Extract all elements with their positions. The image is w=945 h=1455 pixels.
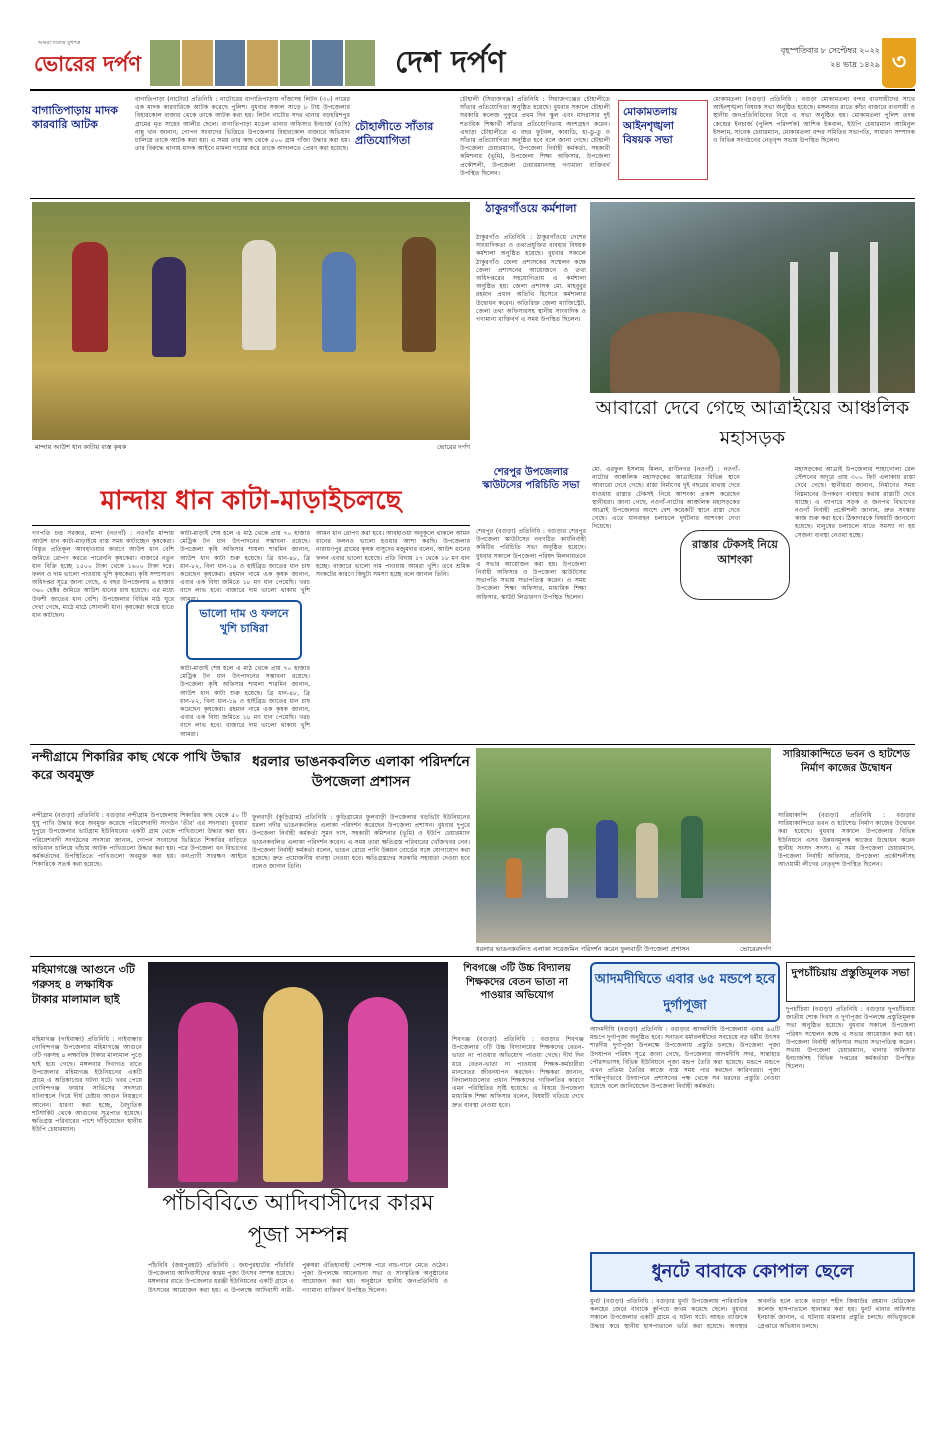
- erosion-headline: ধরলার ভাঙনকবলিত এলাকা পরিদর্শনে উপজেলা প্রশাসন: [252, 754, 470, 790]
- road-inset: রাস্তার টেকসই নিয়ে আশংকা: [680, 530, 790, 600]
- thakurgaon-headline: ঠাকুরগাঁওয়ে কর্মশালা: [485, 202, 577, 215]
- mohimaganj-body: মহিমাগঞ্জ (গাইবান্ধা) প্রতিনিধি : গাইবান্ধার গোবিন্দগঞ্জ উপজেলার মহিমাগঞ্জে আগুনে ৩টি গরুসহ ৪ লক্ষাধিক টাকার মালামাল পুড়ে ছাই হয়ে গেছে। মঙ্গলবার দিবাগত রাতে উপজেলার মহিমাগঞ্জ ইউনিয়নের একটি গ্রামে এ অগ্নিকাণ্ডের ঘটনা ঘটে। খবর পেয়ে গোবিন্দগঞ্জ ফায়ার সার্ভিসের সদস্যরা ঘটনাস্থলে গিয়ে দীর্ঘ চেষ্টায় আগুন নিয়ন্ত্রণে আনেন। ধারণা করা হচ্ছে, বৈদ্যুতিক শর্টসার্কিট থেকে আগুনের সূত্রপাত হয়েছে। ক্ষতিগ্রস্ত পরিবারের পাশে দাঁড়িয়েছেন স্থানীয় ইউপি চেয়ারম্যান।: [32, 1036, 142, 1134]
- karam-puja-headline: পাঁচবিবিতে আদিবাসীদের কারম পূজা সম্পন্ন: [148, 1188, 448, 1258]
- mohimaganj-headline: মহিমাগঞ্জে আগুনে ৩টি গরুসহ ৪ লক্ষাধিক টাকার মালামাল ছাই: [32, 963, 135, 1006]
- karam-puja-body: পাঁচবিবি (জয়পুরহাট) প্রতিনিধি : জয়পুরহাটের পাঁচবিবি উপজেলায় আদিবাসীদের কারম পূজা উৎসব সম্পন্ন হয়েছে। মঙ্গলবার রাতে উপজেলার ধরঞ্জী ইউনিয়নের একটি গ্রামে এ উৎসবের আয়োজন করা হয়। এ উপলক্ষে আদিবাসী নারী-পুরুষরা ঐতিহ্যবাহী পোশাক পরে নাচ-গানে মেতে ওঠেন। পূজা উপলক্ষে আলোচনা সভা ও সাংস্কৃতিক অনুষ্ঠানের আয়োজন করা হয়। অনুষ্ঠানে স্থানীয় জনপ্রতিনিধি ও গণ্যমান্য ব্যক্তিবর্গ উপস্থিত ছিলেন।: [148, 1262, 448, 1294]
- lead-inset: ভালো দাম ও ফলনে খুশি চাষিরা: [186, 600, 302, 660]
- shibganj-headline: শিবগঞ্জে ৩টি উচ্চ বিদ্যালয় শিক্ষকদের বেতন ভাতা না পাওয়ার অভিযোগ: [463, 963, 571, 1001]
- masthead-divider: [30, 89, 915, 91]
- article-mokamtola-body: মোকামতলা (বগুড়া) প্রতিনিধি : বগুড়া মোকামতলা বন্দর ব্যবসায়ীদের সাথে আইনশৃঙ্খলা বিষয়ক সভা অনুষ্ঠিত হয়েছে। মঙ্গলবার রাতে কাঁচা বাজারে ব্যবসায়ী ও স্থানীয় জনপ্রতিনিধিদের নিয়ে এ সভা অনুষ্ঠিত হয়। মোকামতলা পুলিশ তদন্ত কেন্দ্রের ইনচার্জ (পুলিশ পরিদর্শক) আশিক ইকবাল, ইউপি চেয়ারম্যান আমিনুল ইসলাম, সাবেক চেয়ারম্যান, মোকামতলা বন্দর সমিতির সভাপতি, সাধারণ সম্পাদক ও বিভিন্ন সংগঠনের নেতৃবৃন্দ সভায় উপস্থিত ছিলেন।: [713, 96, 915, 145]
- top-row-divider: [30, 198, 915, 199]
- nandigram-headline: নন্দীগ্রামে শিকারির কাছ থেকে পাখি উদ্ধার করে অবমুক্ত: [32, 749, 241, 782]
- durga-puja-body: আদমদীঘি (বগুড়া) প্রতিনিধি : বগুড়ার আদমদীঘি উপজেলায় এবার ৬৫টি মন্ডপে দুর্গাপূজা অনুষ্ঠিত হবে। সনাতন ধর্মাবলম্বীদের সবচেয়ে বড় ধর্মীয় উৎসব শারদীয় দুর্গাপূজা উপলক্ষে উপজেলায় প্রস্তুতি চলছে। উপজেলা পূজা উদযাপন পরিষদ সূত্রে জানা গেছে, উপজেলার আদমদীঘি সদর, সান্তাহার পৌরসভাসহ বিভিন্ন ইউনিয়নে পূজা মন্ডপ তৈরি করা হয়েছে। মন্ডপে মন্ডপে এখন প্রতিমা তৈরির কাজে ব্যস্ত সময় পার করছেন কারিগররা। পূজা শান্তিপূর্ণভাবে উদযাপনে প্রশাসনের পক্ষ থেকে সব ধরনের প্রস্তুতি নেওয়া হয়েছে বলে জানিয়েছেন উপজেলা নির্বাহী কর্মকর্তা।: [590, 1026, 780, 1091]
- erosion-photo: [476, 748, 771, 943]
- article-chauhali-headline: চৌহালীতে সাঁতার প্রতিযোগিতা: [355, 120, 434, 147]
- lead-body-col1: গণপতি চন্দ্র সরকার, মান্দা (নওগাঁ) : নওগাঁর মান্দায় আউশ ধান কাটা-মাড়াইয়ে ব্যস্ত সময় কাটাচ্ছেন কৃষকেরা। বিস্তৃত প্রতিকূল আবহাওয়ার কারণে আউশ ধান বেশি জমিতে রোপণ করতে পারেননি কৃষকেরা। বাজারে নতুন ধান বিক্রি হচ্ছে ১৫০০ টাকা থেকে ১৬০০ টাকা দরে। ফলন ও দাম ভালো পাওয়ায় খুশি কৃষকেরা। কৃষি সম্প্রসারণ অধিদপ্তর সূত্রে জানা গেছে, এ বছর উপজেলায় ৬ হাজার ৩৬০ হেক্টর জমিতে আউশ ধানের চাষ হয়েছে। এর মধ্যে উফশী জাতের ধান বেশি। উপজেলার বিভিন্ন মাঠ ঘুরে দেখা গেছে, মাঠে মাঠে সোনালী ধান। কৃষকেরা কাস্তে হাতে ধান কাটছেন।: [32, 530, 174, 620]
- newspaper-logo[interactable]: ভোরের দর্পণ: [34, 51, 142, 76]
- road-headline: আবারো দেবে গেছে আত্রাইয়ের আঞ্চলিক মহাসড়ক: [590, 393, 915, 463]
- paddy-photo-credit: ভোরের দর্পণ: [437, 443, 470, 451]
- road-body-col2: মহাসড়কের আত্রাই উপজেলার শাহাগোলা রেল স্টেশনের অদূরে প্রায় ৩০০ ফিট এলাকায় রাস্তা দেবে গেছে। স্থানীয়রা জানান, নির্মাণের সময় নিম্নমানের উপকরণ ব্যবহার করায় রাস্তাটি দেবে যাচ্ছে। এ ব্যাপারে সড়ক ও জনপথ বিভাগের নওগাঁ নির্বাহী প্রকৌশলী জানান, দ্রুত সংস্কার কাজ শুরু করা হবে। ঠিকাদারকে বিষয়টি জানানো হয়েছে। মানুষের চলাচলে যাতে সমস্যা না হয় সেজন্য ব্যবস্থা নেওয়া হচ্ছে।: [795, 466, 915, 539]
- erosion-photo-caption: ধরলার ভাঙনকবলিত এলাকা সরেজমিন পরিদর্শন করেন ফুলবাড়ী উপজেলা প্রশাসন: [476, 945, 690, 953]
- erosion-body: ফুলবাড়ী (কুড়িগ্রাম) প্রতিনিধি : কুড়িগ্রামের ফুলবাড়ী উপজেলার বড়ভিটা ইউনিয়নের ধরলা নদীর ভাঙনকবলিত এলাকা পরিদর্শন করেছেন উপজেলা প্রশাসন। বুধবার দুপুরে উপজেলা নির্বাহী কর্মকর্তা সুমন দাস, সহকারী কমিশনার (ভূমি) ও ইউপি চেয়ারম্যান ভাঙনকবলিত এলাকা পরিদর্শন করেন। এ সময় তারা ক্ষতিগ্রস্ত পরিবারের খোঁজখবর নেন। উপজেলা নির্বাহী কর্মকর্তা বলেন, ভাঙন রোধে পানি উন্নয়ন বোর্ডের সঙ্গে যোগাযোগ করা হয়েছে। দ্রুত প্রয়োজনীয় ব্যবস্থা নেওয়া হবে। ক্ষতিগ্রস্তদের সরকারি সহায়তা দেওয়া হবে বলেও জানান তিনি।: [252, 814, 470, 871]
- sherpur-headline: শেরপুর উপজেলার স্কাউটসের পরিচিতি সভা: [482, 467, 580, 491]
- issue-date: বৃহস্পতিবার ৮ সেপ্টেম্বর ২০২২ ২৪ ভাদ্র ১৪২৯: [780, 46, 880, 69]
- shibganj-body: শিবগঞ্জ (বগুড়া) প্রতিনিধি : বগুড়ার শিবগঞ্জ উপজেলার ৩টি উচ্চ বিদ্যালয়ের শিক্ষকদের বেতন-ভাতা না পাওয়ার অভিযোগ পাওয়া গেছে। দীর্ঘ দিন ধরে বেতন-ভাতা না পাওয়ায় শিক্ষক-কর্মচারীরা মানবেতর জীবনযাপন করছেন। শিক্ষকরা জানান, বিদ্যালয়গুলোর প্রধান শিক্ষকদের গাফিলতির কারণে এমন পরিস্থিতির সৃষ্টি হয়েছে। এ বিষয়ে উপজেলা মাধ্যমিক শিক্ষা অফিসার বলেন, বিষয়টি খতিয়ে দেখে দ্রুত ব্যবস্থা নেওয়া হবে।: [452, 1036, 584, 1109]
- sariakandi-headline: সারিয়াকান্দিতে ভবন ও হাটশেড নির্মাণ কাজের উদ্বোধন: [783, 749, 910, 774]
- article-bagatipara-body: বাগাতিপাড়া (নাটোর) প্রতিনিধি : নাটোরের বাগাতিপাড়ায় গাঁজাসহ লিটন (৩০) নামের এক মাদক কারবারিকে আটক করেছে পুলিশ। বুধবার সকাল সাড়ে ৮ টায় উপজেলার বিহারকোল বাজার থেকে তাকে আটক করা হয়। লিটন নাটোর সদর থানার বড়হরিশপুর গ্রামের মৃত সাহেব আলীর ছেলে। বাগাতিপাড়া মডেল থানার অফিসার ইনচার্জ (ওসি) নান্নু খান জানান, গোপন সংবাদের ভিত্তিতে উপজেলার বিহারকোল বাজারে অভিযান চালিয়ে তাকে আটক করা হয়। এ সময় তার কাছ থেকে ৫০০ গ্রাম গাঁজা উদ্ধার করা হয়। তার বিরুদ্ধে থানায় মাদক আইনে মামলা দায়ের করে তাকে আদালতে প্রেরণ করা হয়েছে।: [135, 96, 350, 153]
- paddy-harvest-photo: [32, 202, 470, 440]
- article-bagatipara-headline: বাগাতিপাড়ায় মাদক কারবারি আটক: [32, 104, 118, 131]
- erosion-photo-credit: ভোরেরদর্পণ: [740, 945, 771, 953]
- lead-body-col2b: কাটা-মাড়াই শেষ হলে এ মাঠ থেকে প্রায় ৭০ হাজার মেট্রিক টন ধান উৎপাদনের সম্ভাবনা রয়েছে। উপজেলা কৃষি অফিসার শায়লা শারমিন জানান, আউশ ধান কাটা শুরু হয়েছে। ব্রি ধান-৪৮, ব্রি ধান-৮২, বিনা ধান-১৯ ও হাইব্রিড জাতের ধান চাষ করেছেন কৃষকেরা। রহমান নামে এক কৃষক জানান, এবার এক বিঘা জমিতে ১৮ মণ ধান পেয়েছি। খরচ বাদে লাভ হবে। বাজারে দাম ভালো থাকায় খুশি আমরা।: [180, 665, 310, 738]
- section-title: দেশ দর্পণ: [395, 45, 506, 80]
- lead-body-col2a: কাটা-মাড়াই শেষ হলে এ মাঠ থেকে প্রায় ৭০ হাজার মেট্রিক টন ধান উৎপাদনের সম্ভাবনা রয়েছে। উপজেলা কৃষি অফিসার শায়লা শারমিন জানান, আউশ ধান কাটা শুরু হয়েছে। ব্রি ধান-৪৮, ব্রি ধান-৮২, বিনা ধান-১৯ ও হাইব্রিড জাতের ধান চাষ করেছেন কৃষকেরা। রহমান নামে এক কৃষক জানান, এবার এক বিঘা জমিতে ১৮ মণ ধান পেয়েছি। খরচ বাদে লাভ হবে। বাজারে দাম ভালো থাকায় খুশি আমরা।: [180, 530, 310, 603]
- paddy-photo-caption: মান্দায় আউশ ধান কাটায় ব্যস্ত কৃষক: [35, 443, 127, 451]
- mid-divider: [30, 744, 915, 745]
- masthead-photo-strip: [150, 40, 375, 86]
- road-body-col1: মো. এরফুল ইসলাম মিলন, রাণীনগর (নওগাঁ) : নওগাঁ-নাটোর আঞ্চলিক মহাসড়কের আত্রাইয়ের বিভিন্ন স্থানে আবারো দেবে গেছে। রাস্তা নির্মাণের দুই বছরের মাথায় দেবে যাওয়ায় রাস্তার টেকসই নিয়ে আশংকা প্রকাশ করেছেন স্থানীয়রা। জানা গেছে, নওগাঁ-নাটোর আঞ্চলিক মহাসড়কের আত্রাই উপজেলার অংশে বেশ কয়েকটি স্থানে রাস্তা দেবে গেছে। এতে যানবাহন চলাচলে দুর্ঘটনার আশংকা দেখা দিয়েছে।: [592, 466, 740, 531]
- thakurgaon-body: ঠাকুরগাঁও প্রতিনিধি : ঠাকুরগাঁওয়ে দেশের সাংবাদিকতা ও তথ্যপ্রযুক্তির ব্যবহার বিষয়ক কর্মশালা অনুষ্ঠিত হয়েছে। বুধবার সকালে ঠাকুরগাঁও জেলা প্রশাসকের সম্মেলন কক্ষে জেলা প্রশাসনের আয়োজনে ও তথ্য অধিদপ্তরের সহযোগিতায় এ কর্মশালা অনুষ্ঠিত হয়। জেলা প্রশাসক মো. মাহবুবুর রহমান প্রধান অতিথি হিসেবে কর্মশালার উদ্বোধন করেন। অতিরিক্ত জেলা ম্যাজিস্ট্রেট, জেলা তথ্য অফিসারসহ স্থানীয় সাংবাদিক ও গণ্যমান্য ব্যক্তিবর্গ এ সময় উপস্থিত ছিলেন।: [476, 234, 586, 324]
- dhunat-body: ধুনট (বগুড়া) প্রতিনিধি : বগুড়ার ধুনট উপজেলায় পারিবারিক কলহের জেরে বাবাকে কুপিয়ে জখম করেছে ছেলে। বুধবার সকালে উপজেলার একটি গ্রামে এ ঘটনা ঘটে। আহত ব্যক্তিকে উদ্ধার করে স্থানীয় হাসপাতালে ভর্তি করা হয়েছে। অবস্থার অবনতি হলে তাকে বগুড়া শহীদ জিয়াউর রহমান মেডিকেল কলেজ হাসপাতালে স্থানান্তর করা হয়। ধুনট থানার অফিসার ইনচার্জ জানান, এ ঘটনায় মামলার প্রস্তুতি চলছে। অভিযুক্তকে গ্রেপ্তারে অভিযান চলছে।: [590, 1298, 915, 1330]
- dupchanchia-body: দুপচাঁচিয়া (বগুড়া) প্রতিনিধি : বগুড়ার দুপচাঁচিয়ায় জাতীয় শোক দিবস ও দুর্গাপূজা উপলক্ষে প্রস্তুতিমূলক সভা অনুষ্ঠিত হয়েছে। বুধবার সকালে উপজেলা পরিষদ সম্মেলন কক্ষে এ সভার আয়োজন করা হয়। উপজেলা নির্বাহী অফিসার সভায় সভাপতিত্ব করেন। সভায় উপজেলা চেয়ারম্যান, থানার অফিসার ইনচার্জসহ বিভিন্ন দপ্তরের কর্মকর্তারা উপস্থিত ছিলেন।: [786, 1006, 915, 1071]
- masthead-tagline: আমরা সত্যের মুখপত্র: [38, 40, 81, 46]
- lead-body-col3: আমন ধান রোপণ করা হবে। আবহাওয়া অনুকূলে থাকলে আমন ধানের ফলনও ভালো হওয়ার আশা করছি। উপজেলার নারায়ণপুর গ্রামের কৃষক বাসুদেব মজুমদার বলেন, আউশ ধানের ফলন এবার ভালো হয়েছে। প্রতি বিঘায় ১৭ থেকে ১৮ মণ ধান হচ্ছে। বাজারে ভালো দাম পাওয়ায় আমরা খুশি। তবে শ্রমিক সংকটের কারণে কিছুটা সমস্যা হচ্ছে বলে জানান তিনি।: [316, 530, 470, 579]
- article-chauhali-body: চৌহালী (সিরাজগঞ্জ) প্রতিনিধি : সিরাজগঞ্জের চৌহালীতে সাঁতার প্রতিযোগিতা অনুষ্ঠিত হয়েছে। বুধবার সকালে চৌহালী সরকারি কলেজ পুকুরে প্রথম দিন স্কুল এবং মাদরাসার দুই শতাধিক শিক্ষার্থী সাঁতার প্রতিযোগিতায় অংশগ্রহণ করেন। এছাড়া চৌহালীতে এ বছর ফুটবল, কাবাডি, হা-ডু-ডু ও সাঁতার প্রতিযোগিতা অনুষ্ঠিত হবে বলে জানা গেছে। চৌহালী উপজেলা চেয়ারম্যান, উপজেলা নির্বাহী কর্মকর্তা, সহকারী কমিশনার (ভূমি), উপজেলা শিক্ষা অফিসার, উপজেলা প্রকৌশলী, উপজেলা চেয়ারম্যানসহ গণ্যমান্য ব্যক্তিবর্গ উপস্থিত ছিলেন।: [460, 96, 610, 177]
- durga-puja-headline: আদমদীঘিতে এবার ৬৫ মন্ডপে হবে দুর্গাপূজা: [590, 962, 780, 1022]
- article-mokamtola-headline: মোকামতলায় আইনশৃঙ্খলা বিষয়ক সভা: [618, 100, 708, 180]
- sherpur-body: শেরপুর (বগুড়া) প্রতিনিধি : বগুড়ার শেরপুর উপজেলা স্কাউটসের নবগঠিত কার্যনির্বাহী কমিটির পরিচিতি সভা অনুষ্ঠিত হয়েছে। বুধবার সকালে উপজেলা পরিষদ মিলনায়তনে এ সভার আয়োজন করা হয়। উপজেলা নির্বাহী অফিসার ও উপজেলা স্কাউটসের সভাপতি সভায় সভাপতিত্ব করেন। এ সময় উপজেলা শিক্ষা অফিসার, মাধ্যমিক শিক্ষা অফিসার, স্কাউট লিডারগণ উপস্থিত ছিলেন।: [476, 528, 586, 601]
- page-number: ৩: [882, 38, 916, 88]
- lower-divider: [30, 956, 915, 957]
- karam-puja-photo: [148, 962, 448, 1188]
- lead-headline: মান্দায় ধান কাটা-মাড়াইচলছে: [32, 478, 470, 526]
- nandigram-body: নন্দীগ্রাম (বগুড়া) প্রতিনিধি : বগুড়ার নন্দীগ্রাম উপজেলায় শিকারির কাছ থেকে ৫০ টি ঘুঘু পাখি উদ্ধার করে অবমুক্ত করেছে পরিবেশবাদী সংগঠন 'তীর' এর সদস্যরা। বুধবার দুপুরে উপজেলার ভাটগ্রাম ইউনিয়নের একটি গ্রাম থেকে পাখিগুলো উদ্ধার করা হয়। পরিবেশবাদী সংগঠনের সদস্যরা জানান, গোপন সংবাদের ভিত্তিতে শিকারির বাড়িতে অভিযান চালিয়ে খাঁচায় আটক পাখিগুলো উদ্ধার করা হয়। পরে উপজেলা বন বিভাগের কর্মকর্তাদের উপস্থিতিতে পাখিগুলো অবমুক্ত করা হয়। বন্যপ্রাণী সংরক্ষণ আইনে শিকারিকে সতর্ক করা হয়েছে।: [32, 812, 247, 869]
- dupchanchia-headline: দুপচাঁচিয়ায় প্রস্তুতিমূলক সভা: [786, 962, 915, 1002]
- sariakandi-body: সারিয়াকান্দি (বগুড়া) প্রতিনিধি : বগুড়ার সারিয়াকান্দিতে ভবন ও হাটশেড নির্মাণ কাজের উদ্বোধন করা হয়েছে। বুধবার সকালে উপজেলার বিভিন্ন ইউনিয়নে এসব উন্নয়নমূলক কাজের উদ্বোধন করেন স্থানীয় সংসদ সদস্য। এ সময় উপজেলা চেয়ারম্যান, উপজেলা নির্বাহী অফিসার, উপজেলা প্রকৌশলীসহ আওয়ামী লীগের নেতৃবৃন্দ উপস্থিত ছিলেন।: [778, 812, 915, 869]
- dhunat-headline: ধুনটে বাবাকে কোপাল ছেলে: [590, 1252, 915, 1292]
- masthead: [30, 36, 377, 88]
